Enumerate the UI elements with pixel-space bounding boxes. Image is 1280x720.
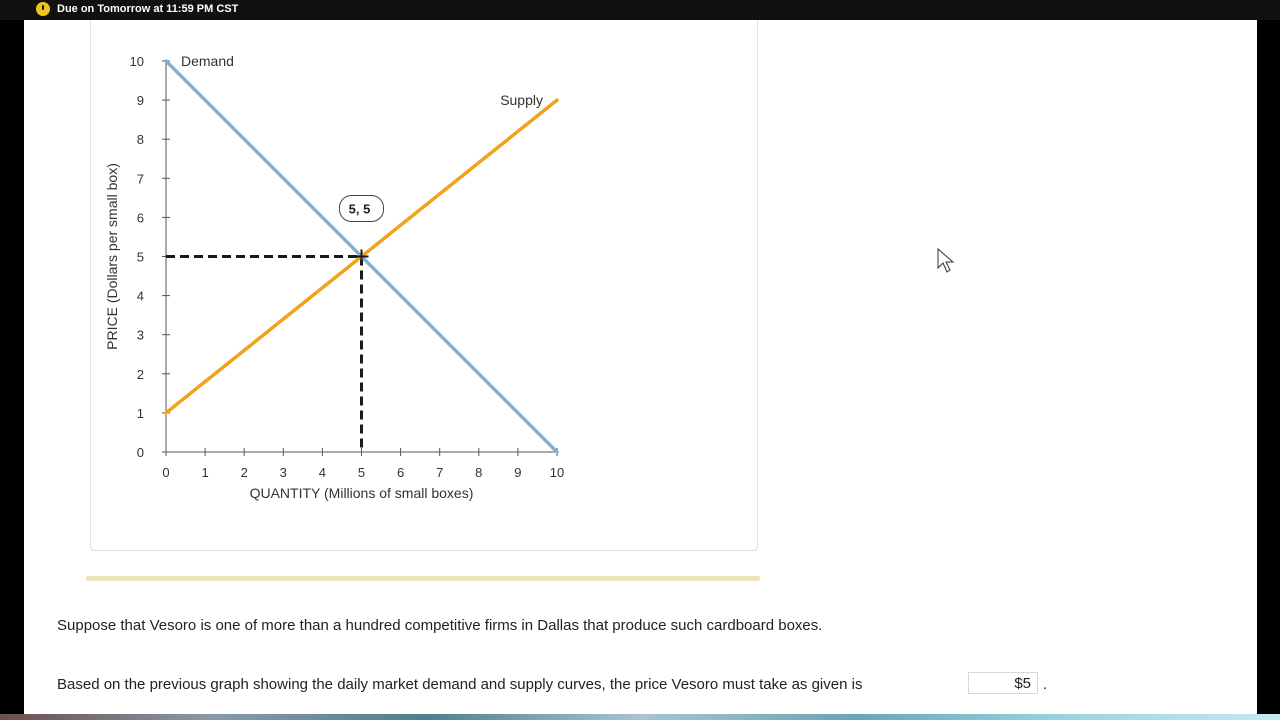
x-tick-label: 5 bbox=[357, 465, 366, 480]
top-bar bbox=[0, 0, 1280, 20]
demand-curve-label: Demand bbox=[181, 53, 234, 69]
y-tick-label: 6 bbox=[136, 210, 144, 226]
x-tick-label: 8 bbox=[475, 465, 483, 480]
y-tick-label: 5 bbox=[136, 249, 144, 265]
x-tick-label: 0 bbox=[162, 465, 170, 480]
equilibrium-label: 5, 5 bbox=[348, 201, 371, 217]
price-answer-field[interactable]: $5 bbox=[968, 672, 1038, 694]
question-context-text: Suppose that Vesoro is one of more than a hundred competitive firms in Dallas that produce such cardboard boxes. bbox=[57, 617, 823, 634]
x-axis-label: QUANTITY (Millions of small boxes) bbox=[249, 485, 474, 501]
y-tick-label: 10 bbox=[129, 54, 144, 69]
sentence-period: . bbox=[1043, 676, 1048, 693]
labels bbox=[104, 53, 543, 501]
x-tick-label: 6 bbox=[396, 465, 405, 480]
x-tick-label: 1 bbox=[201, 465, 209, 480]
equilibrium-guides bbox=[166, 257, 362, 453]
x-tick-label: 4 bbox=[318, 465, 327, 480]
x-tick-label: 3 bbox=[279, 465, 287, 480]
x-tick-label: 2 bbox=[240, 465, 248, 480]
y-tick-label: 9 bbox=[136, 93, 144, 109]
section-divider bbox=[86, 576, 760, 581]
bottom-strip bbox=[0, 714, 1280, 720]
y-tick-label: 4 bbox=[136, 288, 144, 304]
y-tick-label: 8 bbox=[136, 132, 144, 148]
supply-demand-chart bbox=[24, 20, 1257, 580]
y-tick-label: 1 bbox=[136, 405, 144, 421]
x-tick-label: 7 bbox=[436, 465, 444, 480]
x-tick-label: 9 bbox=[514, 465, 522, 480]
y-tick-label: 7 bbox=[136, 171, 144, 187]
y-tick-label: 3 bbox=[136, 327, 144, 343]
clock-icon bbox=[36, 2, 50, 16]
y-tick-label: 2 bbox=[136, 366, 144, 382]
supply-curve-label: Supply bbox=[500, 92, 543, 109]
question-prompt-text: Based on the previous graph showing the daily market demand and supply curves, the price Vesoro must take as given is bbox=[57, 676, 863, 693]
y-tick-label: 0 bbox=[136, 445, 144, 460]
x-tick-label: 10 bbox=[549, 465, 565, 480]
y-axis-label: PRICE (Dollars per small box) bbox=[104, 163, 120, 350]
mouse-pointer-icon bbox=[937, 248, 955, 274]
content-area bbox=[24, 20, 1257, 714]
due-date-text: Due on Tomorrow at 11:59 PM CST bbox=[57, 3, 239, 15]
